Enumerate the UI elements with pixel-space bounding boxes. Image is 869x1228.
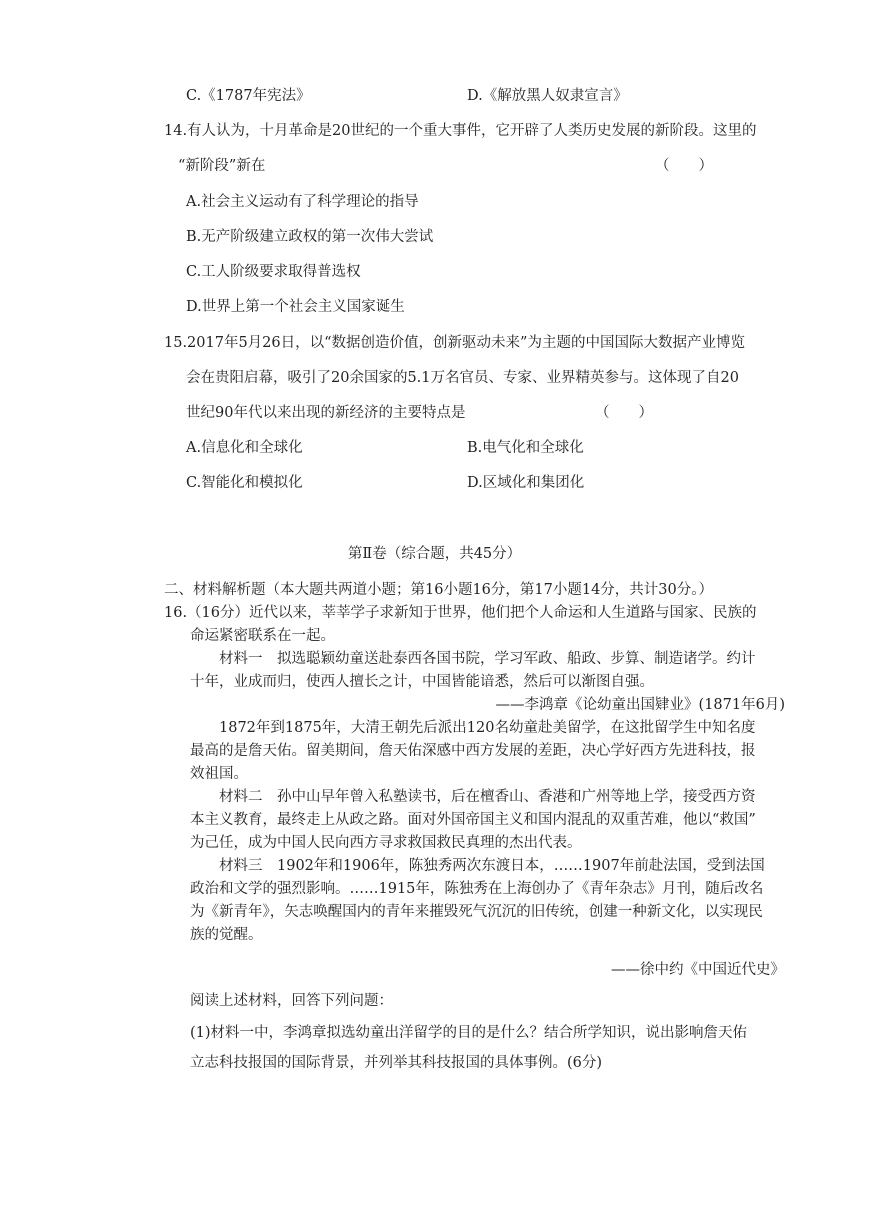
q16-sub1-line2: 立志科技报国的国际背景，并列举其科技报国的具体事例。(6分) xyxy=(190,1055,603,1071)
material-1-source: ——李鸿章《论幼童出国肄业》(1871年6月) xyxy=(495,697,785,713)
q13-option-d: D.《解放黑人奴隶宣言》 xyxy=(467,88,628,104)
q15-option-c: C.智能化和模拟化 xyxy=(186,475,303,491)
material-2-line1: 材料二 孙中山早年曾入私塾读书，后在檀香山、香港和广州等地上学，接受西方资 xyxy=(219,789,756,805)
q14-stem-line2: “新阶段”新在 xyxy=(178,158,266,174)
q15-option-a: A.信息化和全球化 xyxy=(186,440,303,456)
material-1b-line3: 效祖国。 xyxy=(190,766,248,782)
material-1b-line2: 最高的是詹天佑。留美期间，詹天佑深感中西方发展的差距，决心学好西方先进科技，报 xyxy=(190,743,756,759)
q15-answer-paren: （ ） xyxy=(595,405,653,421)
material-3-source: ——徐中约《中国近代史》 xyxy=(611,962,785,978)
q14-option-d: D.世界上第一个社会主义国家诞生 xyxy=(186,299,405,315)
q16-instruction: 阅读上述材料，回答下列问题： xyxy=(190,993,393,1009)
material-3-line1: 材料三 1902年和1906年，陈独秀两次东渡日本，……1907年前赴法国，受到法国 xyxy=(219,858,765,874)
q15-option-b: B.电气化和全球化 xyxy=(467,440,584,456)
q14-answer-paren: （ ） xyxy=(655,158,713,174)
material-1b-line1: 1872年到1875年，大清王朝先后派出120名幼童赴美留学，在这批留学生中知名度 xyxy=(219,720,756,736)
q14-option-c: C.工人阶级要求取得普选权 xyxy=(186,264,361,280)
q13-option-c: C.《1787年宪法》 xyxy=(186,88,311,104)
q15-stem-line1: 15.2017年5月26日，以“数据创造价值，创新驱动未来”为主题的中国国际大数据产业博览 xyxy=(164,335,745,351)
material-3-line4: 族的觉醒。 xyxy=(190,927,263,943)
material-1-line2: 十年，业成而归，使西人擅长之计，中国皆能谙悉，然后可以渐图自强。 xyxy=(190,674,654,690)
material-2-line3: 为己任，成为中国人民向西方寻求救国救民真理的杰出代表。 xyxy=(190,835,582,851)
material-1-line1: 材料一 拟选聪颖幼童送赴泰西各国书院，学习军政、船政、步算、制造诸学。约计 xyxy=(219,651,756,667)
q15-stem-line2: 会在贵阳启幕，吸引了20余国家的5.1万名官员、专家、业界精英参与。这体现了自20 xyxy=(186,370,739,386)
part2-title: 第Ⅱ卷（综合题，共45分） xyxy=(347,546,522,562)
q16-sub1-line1: (1)材料一中，李鸿章拟选幼童出洋留学的目的是什么？结合所学知识，说出影响詹天佑 xyxy=(190,1025,748,1041)
q14-option-a: A.社会主义运动有了科学理论的指导 xyxy=(186,194,419,210)
q15-option-d: D.区域化和集团化 xyxy=(467,475,585,491)
material-3-line2: 政治和文学的强烈影响。……1915年，陈独秀在上海创办了《青年杂志》月刊，随后改名 xyxy=(190,881,764,897)
q15-stem-line3: 世纪90年代以来出现的新经济的主要特点是 xyxy=(186,405,466,421)
material-2-line2: 本主义教育，最终走上从政之路。面对外国帝国主义和国内混乱的双重苦难，他以“救国” xyxy=(190,812,756,828)
material-3-line3: 为《新青年》，矢志唤醒国内的青年来摧毁死气沉沉的旧传统，创建一种新文化，以实现民 xyxy=(190,904,763,920)
q14-stem-line1: 14.有人认为，十月革命是20世纪的一个重大事件，它开辟了人类历史发展的新阶段。这里的 xyxy=(164,123,757,139)
section-heading: 二、材料解析题（本大题共两道小题；第16小题16分，第17小题14分，共计30分。） xyxy=(164,582,714,598)
q16-intro-line2: 命运紧密联系在一起。 xyxy=(190,628,335,644)
q16-intro-line1: 16.（16分）近代以来，莘莘学子求新知于世界，他们把个人命运和人生道路与国家、民族的 xyxy=(164,605,757,621)
q14-option-b: B.无产阶级建立政权的第一次伟大尝试 xyxy=(186,229,434,245)
